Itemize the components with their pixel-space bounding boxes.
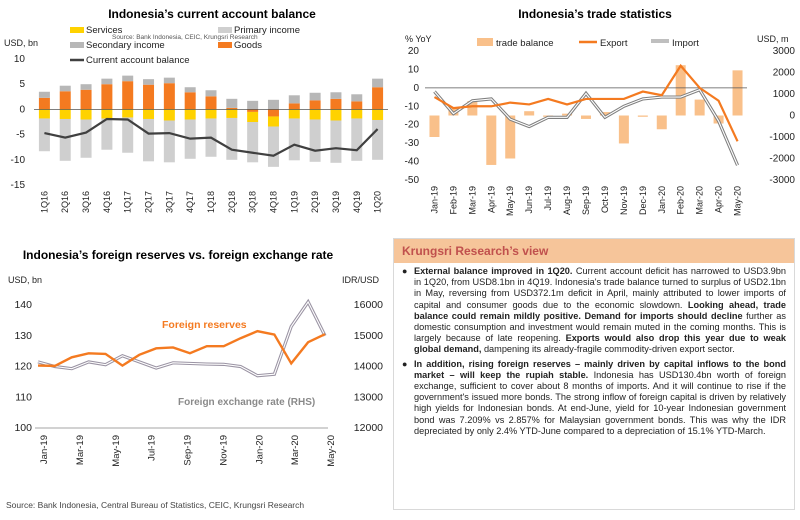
bar-secondary-income bbox=[60, 86, 71, 92]
bar-services bbox=[101, 109, 112, 118]
bar-goods bbox=[206, 96, 217, 109]
x-tick-label: Jan-19 bbox=[39, 435, 50, 465]
bar-goods bbox=[122, 81, 133, 109]
x-tick-label: Nov-19 bbox=[218, 435, 230, 466]
bar-services bbox=[247, 112, 258, 122]
bar-primary-income bbox=[101, 118, 112, 149]
research-view-body bbox=[394, 263, 794, 437]
bar-primary-income bbox=[60, 119, 71, 161]
trade-balance-bar bbox=[581, 116, 591, 119]
bar-services bbox=[206, 109, 217, 118]
trade-balance-bar bbox=[619, 116, 629, 144]
trade-y2label: USD, m bbox=[757, 34, 789, 44]
y2-tick-label: -3000 bbox=[769, 175, 795, 186]
import-line bbox=[434, 90, 737, 166]
y-tick-label: 110 bbox=[15, 391, 32, 404]
bar-services bbox=[268, 116, 279, 126]
bar-secondary-income bbox=[372, 79, 383, 88]
trade-balance-bar bbox=[695, 100, 705, 116]
bar-services bbox=[226, 109, 237, 118]
bullet-text-part: Exports would also drop this year due to weak global demand, bbox=[414, 333, 786, 355]
legend-label-goods: Goods bbox=[234, 40, 262, 51]
y2-tick-label: -2000 bbox=[769, 153, 795, 165]
legend-label-services: Services bbox=[86, 25, 123, 36]
y2-tick-label: 14000 bbox=[353, 360, 383, 373]
trade-balance-bar bbox=[524, 111, 534, 115]
bar-secondary-income bbox=[268, 100, 279, 110]
export-line bbox=[434, 66, 737, 142]
footer-source: Source: Bank Indonesia, Central Bureau of Statistics, CEIC, Krungsri Research bbox=[6, 500, 305, 510]
bar-primary-income bbox=[164, 120, 175, 162]
y2-tick-label: 2000 bbox=[772, 67, 795, 79]
x-tick-label: 2Q19 bbox=[310, 191, 321, 214]
x-tick-label: 4Q18 bbox=[268, 191, 279, 214]
x-tick-label: May-19 bbox=[110, 435, 122, 467]
trade-title: Indonesia’s trade statistics bbox=[518, 7, 672, 21]
y-tick-label: 20 bbox=[407, 46, 419, 57]
bullet-text-part: Indonesia has USD130.4bn worth of foreign exchange, sufficient to cover about 8 months of imports. And it will continue to rise if the government's issued more bonds. The strong inflow of foreign capital is driven by relatively high yields for Indonesian bonds. At end-June, yield for 10-year Indonesian government bond was 7.209% vs 2.857% for Malaysian government bonds. This was why the IDR depreciated by only 2.4% YTD-June compared to a depreciation of 15.1% YTD-March. bbox=[414, 369, 786, 436]
bar-primary-income bbox=[351, 118, 362, 160]
bar-goods bbox=[39, 98, 50, 110]
x-tick-label: Apr-20 bbox=[713, 186, 724, 214]
bar-goods bbox=[372, 87, 383, 109]
bar-primary-income bbox=[372, 120, 383, 160]
ca-source-note: Source: Bank Indonesia, CEIC, Krungsri Research bbox=[112, 34, 258, 41]
y-tick-label: -15 bbox=[10, 180, 25, 191]
x-tick-label: Jul-19 bbox=[146, 435, 158, 461]
bar-services bbox=[81, 109, 92, 119]
x-tick-label: Aug-19 bbox=[562, 186, 573, 216]
bar-services bbox=[372, 109, 383, 120]
bar-secondary-income bbox=[101, 79, 112, 85]
trade-plot-area bbox=[405, 46, 796, 216]
y2-tick-label: 0 bbox=[789, 110, 795, 122]
legend-label-balance: trade balance bbox=[496, 38, 554, 49]
bullet-dot-icon: ● bbox=[402, 358, 408, 369]
trade-stats-chart bbox=[395, 0, 800, 235]
x-tick-label: 3Q17 bbox=[164, 191, 175, 214]
trade-balance-bar bbox=[638, 116, 648, 117]
ca-legend bbox=[70, 25, 300, 66]
x-tick-label: Mar-20 bbox=[694, 186, 705, 215]
bar-secondary-income bbox=[310, 93, 321, 101]
x-tick-label: Dec-19 bbox=[637, 186, 648, 216]
bar-services bbox=[185, 109, 196, 119]
bar-services bbox=[351, 109, 362, 118]
bar-services bbox=[330, 109, 341, 120]
bar-primary-income bbox=[268, 127, 279, 167]
bar-goods bbox=[143, 85, 154, 110]
y2-tick-label: -1000 bbox=[769, 132, 795, 143]
bar-services bbox=[143, 109, 154, 119]
x-tick-label: Feb-20 bbox=[675, 186, 686, 215]
legend-label-export: Export bbox=[600, 38, 628, 49]
bar-primary-income bbox=[247, 122, 258, 162]
y-tick-label: -5 bbox=[16, 129, 25, 141]
x-tick-label: 2Q16 bbox=[60, 191, 71, 214]
x-tick-label: 3Q18 bbox=[247, 191, 258, 214]
legend-swatch-secondary bbox=[70, 42, 84, 48]
bar-goods bbox=[268, 109, 279, 116]
bar-goods bbox=[101, 84, 112, 109]
research-view-title: Krungsri Research’s view bbox=[394, 239, 794, 263]
x-tick-label: Mar-19 bbox=[467, 186, 478, 215]
fx-series-label: Foreign exchange rate (RHS) bbox=[178, 397, 316, 408]
y-tick-label: 0 bbox=[413, 82, 419, 94]
x-tick-label: 1Q16 bbox=[39, 191, 50, 214]
y-tick-label: 120 bbox=[14, 360, 32, 373]
bar-primary-income bbox=[143, 119, 154, 161]
bar-secondary-income bbox=[39, 92, 50, 98]
legend-swatch-services bbox=[70, 27, 84, 33]
bar-secondary-income bbox=[185, 87, 196, 92]
y-tick-label: -10 bbox=[10, 154, 25, 166]
res-y2label: IDR/USD bbox=[342, 275, 380, 285]
legend-label-ca: Current account balance bbox=[86, 55, 190, 66]
x-tick-label: Apr-19 bbox=[486, 186, 497, 214]
x-tick-label: 3Q16 bbox=[81, 191, 92, 214]
x-tick-label: 4Q16 bbox=[101, 191, 112, 214]
bar-goods bbox=[310, 100, 321, 109]
bar-goods bbox=[81, 90, 92, 110]
research-view-panel bbox=[393, 238, 795, 510]
bar-secondary-income bbox=[351, 94, 362, 101]
x-tick-label: 2Q17 bbox=[143, 191, 154, 214]
bar-secondary-income bbox=[226, 99, 237, 108]
bar-primary-income bbox=[226, 118, 237, 160]
y2-tick-label: 16000 bbox=[353, 299, 383, 311]
bullet-text-part: dampening its already-fragile commodity-driven export sector. bbox=[481, 344, 735, 355]
y2-tick-label: 13000 bbox=[353, 391, 383, 404]
bar-services bbox=[39, 109, 50, 118]
x-tick-label: Jun-19 bbox=[524, 186, 535, 214]
bar-services bbox=[122, 109, 133, 117]
bar-goods bbox=[351, 101, 362, 109]
x-tick-label: 3Q19 bbox=[330, 191, 341, 214]
y-tick-label: 140 bbox=[14, 299, 32, 311]
y2-tick-label: 1000 bbox=[772, 89, 795, 100]
legend-swatch-balance bbox=[477, 38, 493, 46]
ca-ylabel: USD, bn bbox=[4, 38, 39, 48]
bar-goods bbox=[289, 103, 300, 109]
bar-secondary-income bbox=[164, 78, 175, 84]
bar-goods bbox=[164, 83, 175, 109]
x-tick-label: 4Q19 bbox=[351, 191, 362, 214]
bullet-text-part: further as domestic consumption and investment would remain muted in the coming months. This is largely because of late reopening. bbox=[414, 310, 786, 344]
legend-label-secondary: Secondary income bbox=[86, 40, 165, 51]
x-tick-label: Sep-19 bbox=[581, 186, 591, 216]
trade-balance-bar bbox=[486, 116, 496, 165]
bar-secondary-income bbox=[81, 84, 92, 90]
bullet-text-part: Looking ahead, trade balance could remain mildly positive. Demand for imports should decline bbox=[414, 299, 786, 321]
bar-services bbox=[310, 109, 321, 119]
x-tick-label: Sep-19 bbox=[182, 435, 194, 466]
bar-secondary-income bbox=[330, 92, 341, 99]
bar-secondary-income bbox=[206, 90, 217, 96]
bar-primary-income bbox=[310, 119, 321, 161]
reserves-line bbox=[38, 331, 325, 366]
y2-tick-label: 3000 bbox=[772, 46, 795, 57]
x-tick-label: May-19 bbox=[505, 186, 516, 217]
y-tick-label: -10 bbox=[404, 101, 419, 113]
legend-label-import: Import bbox=[672, 38, 699, 49]
bar-secondary-income bbox=[122, 76, 133, 82]
ca-plot-area bbox=[11, 54, 388, 213]
x-tick-label: Oct-19 bbox=[599, 186, 610, 214]
legend-swatch-goods bbox=[218, 42, 232, 48]
trade-balance-bar bbox=[429, 116, 439, 138]
bullet-dot-icon: ● bbox=[402, 266, 408, 276]
legend-swatch-primary bbox=[218, 27, 232, 33]
x-tick-label: Jul-19 bbox=[543, 186, 554, 211]
bar-goods bbox=[185, 92, 196, 109]
trade-ylabel: % YoY bbox=[405, 34, 432, 44]
bar-secondary-income bbox=[247, 101, 258, 110]
view-bullet bbox=[402, 359, 786, 437]
bullet-text-part: In addition, rising foreign reserves – mainly driven by capital inflows to the bond market – will keep the rupiah stable. bbox=[414, 358, 786, 380]
y-tick-label: -20 bbox=[404, 119, 419, 131]
bullet-text-part: External balance improved in 1Q20. bbox=[414, 266, 573, 276]
res-ylabel: USD, bn bbox=[8, 275, 43, 285]
x-tick-label: 1Q20 bbox=[372, 191, 383, 214]
x-tick-label: Feb-19 bbox=[448, 186, 459, 215]
y-tick-label: 5 bbox=[19, 79, 25, 91]
x-tick-label: 1Q19 bbox=[289, 191, 300, 214]
x-tick-label: 1Q17 bbox=[122, 191, 133, 214]
bar-primary-income bbox=[289, 118, 300, 160]
x-tick-label: May-20 bbox=[326, 435, 337, 467]
trade-balance-bar bbox=[733, 70, 743, 115]
x-tick-label: Jan-20 bbox=[254, 435, 266, 465]
trade-balance-bar bbox=[657, 116, 667, 130]
y2-tick-label: 15000 bbox=[353, 329, 383, 342]
legend-label-primary: Primary income bbox=[234, 25, 300, 36]
x-tick-label: May-20 bbox=[732, 186, 743, 217]
x-tick-label: 4Q17 bbox=[185, 191, 196, 214]
y-tick-label: 0 bbox=[19, 104, 25, 116]
bar-primary-income bbox=[330, 120, 341, 162]
bar-services bbox=[60, 109, 71, 119]
x-tick-label: 2Q18 bbox=[226, 191, 237, 214]
y-tick-label: 10 bbox=[407, 64, 419, 76]
bar-goods bbox=[60, 91, 71, 109]
bar-secondary-income bbox=[143, 79, 154, 85]
view-bullet bbox=[402, 266, 786, 356]
ca-title: Indonesia’s current account balance bbox=[108, 7, 316, 21]
y2-tick-label: 12000 bbox=[353, 422, 383, 434]
y-tick-label: -40 bbox=[404, 156, 419, 168]
reserves-series-label: Foreign reserves bbox=[162, 319, 247, 331]
y-tick-label: 10 bbox=[13, 54, 25, 65]
x-tick-label: Nov-19 bbox=[618, 186, 629, 216]
bar-services bbox=[164, 109, 175, 120]
current-account-chart bbox=[0, 0, 395, 235]
trade-legend bbox=[477, 38, 699, 49]
x-tick-label: Jan-19 bbox=[429, 186, 440, 214]
x-tick-label: 1Q18 bbox=[206, 191, 216, 214]
y-tick-label: -50 bbox=[404, 175, 419, 186]
y-tick-label: -30 bbox=[404, 138, 419, 150]
reserves-fx-chart bbox=[0, 235, 395, 500]
bar-secondary-income bbox=[289, 95, 300, 103]
y-tick-label: 130 bbox=[14, 329, 32, 342]
x-tick-label: Mar-19 bbox=[74, 435, 86, 466]
bullet-text-part: Current account deficit has narrowed to USD3.9bn in 1Q20, from USD8.1bn in 4Q19. Indonesia's trade balance turned to surplus of USD2.1bn in May, reversing from USD372.1m deficit in April, mainly attributed to lower imports of capital and consumer goods due to the economic slowdown. bbox=[414, 266, 786, 310]
x-tick-label: Mar-20 bbox=[290, 435, 302, 466]
bar-primary-income bbox=[81, 119, 92, 157]
y-tick-label: 100 bbox=[14, 422, 32, 434]
bar-goods bbox=[330, 99, 341, 110]
bar-services bbox=[289, 109, 300, 118]
res-title: Indonesia’s foreign reserves vs. foreign exchange rate bbox=[22, 248, 334, 262]
x-tick-label: Jan-20 bbox=[656, 186, 667, 214]
